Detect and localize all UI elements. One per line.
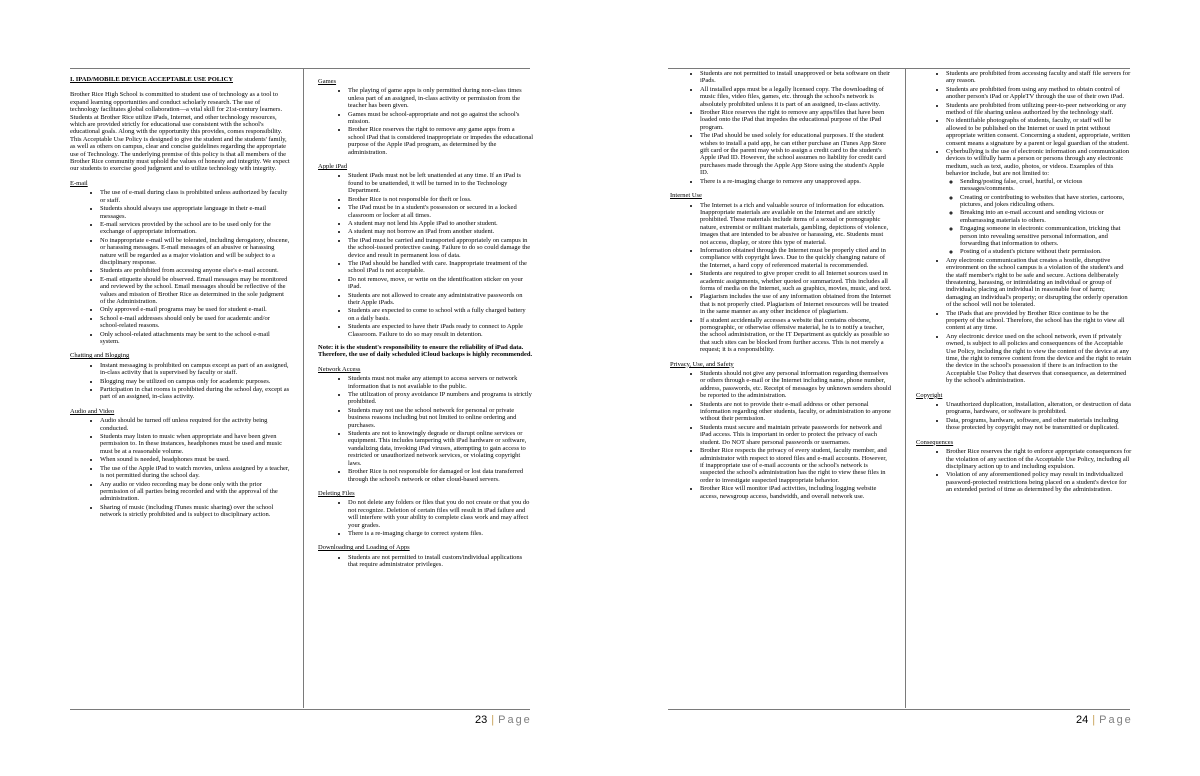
page-number-value: 24 xyxy=(1076,714,1089,726)
list-item: • Do not remove, move, or write on the identification sticker on your iPad. xyxy=(348,276,533,291)
list-item: • Students are prohibited from accessing anyone else's e-mail account. xyxy=(100,267,290,274)
list-item: • Students must not make any attempt to access servers or network information that is not available to the public. xyxy=(348,375,533,390)
list-item: • Do not delete any folders or files that you do not create or that you do not recognize. Deletion of certain files will result in iPad failure and will interfere with your ability to complete class work and may affect your grades. xyxy=(348,499,533,529)
downloading-list xyxy=(318,554,533,569)
list-item: • Students are prohibited from using any method to obtain control of another person's iPad or AppleTV through the use of their own iPad. xyxy=(946,86,1132,101)
right-column-1 xyxy=(670,70,892,710)
list-item: • Any electronic communication that creates a hostile, disruptive environment on the school campus is a violation of the student's and the staff member's right to be safe and secure. Actions deliberately threatening, harassing, or intimidating an individual or group of individuals; placing an individual in reasonable fear of harm; damaging an individual's property; or disrupting the orderly operation of the school will not be tolerated. xyxy=(946,257,1132,309)
list-item: • Brother Rice will monitor iPad activities, including logging website access, newsgroup access, bandwidth, and overall network use. xyxy=(700,485,892,500)
section-heading-chatting: Chatting and Blogging xyxy=(70,352,130,360)
list-item: • Students are not to provide their e-mail address or other personal information regarding other students, faculty, or administration to anyone without their permission. xyxy=(700,401,892,423)
network-list xyxy=(318,375,533,483)
list-item: • Students are prohibited from utilizing peer-to-peer networking or any method of file sharing unless authorized by the technology staff. xyxy=(946,102,1132,117)
column-divider xyxy=(905,68,906,708)
list-item: • Students are not to knowingly degrade or disrupt online services or equipment. This includes tampering with iPad hardware or software, vandalizing data, invoking iPad viruses, attempting to gain access to restricted or unauthorized network services, or violating copyright laws. xyxy=(348,430,533,467)
section-heading-audio: Audio and Video xyxy=(70,407,115,415)
list-item: ◦ Posting of a student's picture without their permission. xyxy=(960,248,1132,255)
audio-list xyxy=(70,417,290,518)
list-item: • Participation in chat rooms is prohibited during the school day, except as part of an assigned, in-class activity. xyxy=(100,386,290,401)
consequences-list xyxy=(916,448,1132,493)
list-item: • A student may not borrow an iPad from another student. xyxy=(348,228,533,235)
list-item: • Brother Rice reserves the right to remove any game apps from a school iPad that is considered inappropriate or impedes the educational purpose of the Apple iPad program, as determined by the administration. xyxy=(348,126,533,156)
list-item: • Audio should be turned off unless required for the activity being conducted. xyxy=(100,417,290,432)
list-item: • No inappropriate e-mail will be tolerated, including derogatory, obscene, or harassing messages. E-mail messages of an abusive or harassing nature will be regarded as a major violation and will be subject to a disciplinary response. xyxy=(100,237,290,267)
list-item: ◦ Creating or contributing to websites that have stories, cartoons, pictures, and jokes ridiculing others. xyxy=(960,194,1132,209)
list-item: • The utilization of proxy avoidance IP numbers and programs is strictly prohibited. xyxy=(348,391,533,406)
section-heading-downloading: Downloading and Loading of Apps xyxy=(318,544,410,552)
list-item: • Blogging may be utilized on campus only for academic purposes. xyxy=(100,378,290,385)
page-number xyxy=(1076,714,1133,726)
apps-list-continued xyxy=(670,70,892,185)
section-heading-internet: Internet Use xyxy=(670,192,702,200)
list-item: • Games must be school-appropriate and not go against the school's mission. xyxy=(348,111,533,126)
apple-ipad-list xyxy=(318,172,533,338)
list-item: • Data, programs, hardware, software, and other materials including those protected by copyright may not be transmitted or duplicated. xyxy=(946,417,1132,432)
intro-paragraph: Brother Rice High School is committed to student use of technology as a tool to expand learning opportunities and conduct scholarly research. The use of technology facilitates global collaboration—a vital skill for 21st-century learners. Students at Brother Rice utilize iPads, Internet, and other technology resources, which are provided strictly for educational use consistent with the school's educational goals. Along with the opportunity this provides, comes responsibility. This Acceptable Use Policy is designed to give the student and the students' family, as well as others on campus, clear and concise guidelines regarding the appropriate use of Technology. The underlying premise of this policy is that all members of the Brother Rice community must uphold the values of honesty and integrity. We expect our students to exercise good judgment and to utilize technology with integrity. xyxy=(70,91,290,173)
section-heading-deleting: Deleting Files xyxy=(318,489,355,497)
page-number-label: Page xyxy=(1099,714,1133,726)
list-item: • E-mail services provided by the school are to be used only for the exchange of appropriate information. xyxy=(100,221,290,236)
list-item: • The use of e-mail during class is prohibited unless authorized by faculty or staff. xyxy=(100,189,290,204)
right-column-2 xyxy=(916,70,1132,710)
internet-list xyxy=(670,202,892,354)
list-item: • All installed apps must be a legally licensed copy. The downloading of music files, video files, games, etc. through the school's network is absolutely prohibited unless it is part of an assigned, in-class activity. xyxy=(700,86,892,108)
list-item: • Any electronic device used on the school network, even if privately owned, is subject to all policies and consequences of the Acceptable Use Policy, including the right to view the content of the device at any time, the right to remove content from the device and the right to retain the device in the school's possession if there is an infraction to the Acceptable Use Policy that deserves that consequence, as determined by the school's administration. xyxy=(946,333,1132,385)
cyberbullying-definition: Cyberbullying is the use of electronic information and communication devices to willfully harm a person or persons through any electronic medium, such as text, audio, photos, or videos. Examples of this behavior include, but are not limited to: xyxy=(946,148,1130,178)
list-item: • Any audio or video recording may be done only with the prior permission of all parties being recorded and with the approval of the administration. xyxy=(100,481,290,503)
copyright-list xyxy=(916,401,1132,432)
list-item: • Students are expected to come to school with a fully charged battery on a daily basis. xyxy=(348,307,533,322)
list-item: • Students should always use appropriate language in their e-mail messages. xyxy=(100,205,290,220)
list-item: • Students are not permitted to install unapproved or beta software on their iPads. xyxy=(700,70,892,85)
list-item: • School e-mail addresses should only be used for academic and/or school-related reasons. xyxy=(100,315,290,330)
list-item: • Sharing of music (including iTunes music sharing) over the school network is strictly prohibited and is subject to disciplinary action. xyxy=(100,504,290,519)
list-item: • A student may not lend his Apple iPad to another student. xyxy=(348,220,533,227)
list-item: ◦ Breaking into an e-mail account and sending vicious or embarrassing materials to others. xyxy=(960,209,1132,224)
list-item: • Information obtained through the Internet must be properly cited and in compliance with copyright laws. Due to the quickly changing nature of the Internet, a hard copy of referenced material is recommended. xyxy=(700,247,892,269)
top-rule xyxy=(668,68,1130,69)
list-item: • The iPad should be used solely for educational purposes. If the student wishes to install a paid app, he can either purchase an iTunes App Store gift card or the parent may wish to assign a credit card to the student's Apple iPad ID. However, the school assumes no liability for credit card purchases made through the Apple App Store using the student's Apple ID. xyxy=(700,132,892,176)
list-item: • Students are not permitted to install custom/individual applications that require administrator privileges. xyxy=(348,554,533,569)
deleting-list xyxy=(318,499,533,537)
list-item: • Only approved e-mail programs may be used for student e-mail. xyxy=(100,306,290,313)
list-item: • Students are required to give proper credit to all Internet sources used in academic assignments, whether quoted or summarized. This includes all forms of media on the Internet, such as graphics, movies, music, and text. xyxy=(700,270,892,292)
section-heading-network: Network Access xyxy=(318,365,361,373)
list-item: • The iPad must be in a student's possession or secured in a locked classroom or locker at all times. xyxy=(348,204,533,219)
list-item: • The iPad must be carried and transported appropriately on campus in the school-issued protective casing. Failure to do so could damage the device and result in permanent loss of data. xyxy=(348,237,533,259)
policy-title: I. IPAD/MOBILE DEVICE ACCEPTABLE USE POLICY xyxy=(70,76,234,83)
list-item: • No identifiable photographs of students, faculty, or staff will be allowed to be published on the Internet or used in print without appropriate written consent. Concerning a student, appropriate, written consent means a signature by a parent or legal guardian of the student. xyxy=(946,117,1132,147)
page-number xyxy=(475,714,532,726)
list-item: • There is a re-imaging charge to correct system files. xyxy=(348,530,533,537)
list-item: • When sound is needed, headphones must be used. xyxy=(100,456,290,463)
section-heading-copyright: Copyright xyxy=(916,391,943,399)
top-rule xyxy=(70,68,530,69)
section-heading-privacy: Privacy, Use, and Safety xyxy=(670,360,734,368)
email-list xyxy=(70,189,290,345)
cyberbullying-examples xyxy=(946,178,1132,256)
list-item: • Only school-related attachments may be sent to the school e-mail system. xyxy=(100,331,290,346)
list-item: • Instant messaging is prohibited on campus except as part of an assigned, in-class activity that is supervised by faculty or staff. xyxy=(100,362,290,377)
section-heading-email: E-mail xyxy=(70,179,88,187)
list-item: ◦ Sending/posting false, cruel, hurtful, or vicious messages/comments. xyxy=(960,178,1132,193)
list-item: • The Internet is a rich and valuable source of information for education. Inappropriate materials are available on the Internet and are strictly prohibited. These materials include items of a sexual or pornographic nature, extremist or militant materials, gambling, depictions of violence, images that are intended to be abusive or harassing, etc. Students must not access, display, or store this type of material. xyxy=(700,202,892,246)
section-heading-consequences: Consequences xyxy=(916,438,954,446)
page-number-label: Page xyxy=(498,714,532,726)
chatting-list xyxy=(70,362,290,401)
list-item: • The iPads that are provided by Brother Rice continue to be the property of the school. Therefore, the school has the right to view all content at any time. xyxy=(946,310,1132,332)
list-item: • Violation of any aforementioned policy may result in individualized password-protected restrictions being placed on a student's device for an extended period of time as determined by the administration. xyxy=(946,471,1132,493)
list-item: • Student iPads must not be left unattended at any time. If an iPad is found to be unattended, it will be turned in to the Technology Department. xyxy=(348,172,533,194)
list-item: • Students should not give any personal information regarding themselves or others through e-mail or the Internet including name, phone number, address, passwords, etc. Receipt of messages by unknown senders should be reported to the administration. xyxy=(700,370,892,400)
column-divider xyxy=(303,68,304,708)
list-item: • Students are prohibited from accessing faculty and staff file servers for any reason. xyxy=(946,70,1132,85)
list-item: • Brother Rice reserves the right to enforce appropriate consequences for the violation of any section of the Acceptable Use Policy, including all disciplinary action up to and including expulsion. xyxy=(946,448,1132,470)
list-item: • If a student accidentally accesses a website that contains obscene, pornographic, or otherwise offensive material, he is to notify a teacher, the school administration, or the IT Department as quickly as possible so that such sites can be blocked from further access. This is not merely a request; it is a responsibility. xyxy=(700,317,892,354)
privacy-list-continued xyxy=(916,70,1132,385)
list-item: • Plagiarism includes the use of any information obtained from the Internet that is not properly cited. Plagiarism of Internet resources will be treated in the same manner as any other incidence of plagiarism. xyxy=(700,293,892,315)
list-item: • Unauthorized duplication, installation, alteration, or destruction of data programs, hardware, or software is prohibited. xyxy=(946,401,1132,416)
page-number-value: 23 xyxy=(475,714,488,726)
list-item: • Brother Rice reserves the right to remove any apps/files that have been loaded onto the iPad that impedes the educational purpose of the iPad program. xyxy=(700,109,892,131)
list-item: • The iPad should be handled with care. Inappropriate treatment of the school iPad is not acceptable. xyxy=(348,260,533,275)
list-item: • Students are expected to have their iPads ready to connect to Apple Classroom. Failure to do so may result in detention. xyxy=(348,323,533,338)
list-item: • Brother Rice respects the privacy of every student, faculty member, and administrator with respect to stored files and e-mail accounts. However, if inappropriate use of e-mail accounts or the school's network is suspected the school's administration has the right to view these files in order to investigate suspected inappropriate behavior. xyxy=(700,447,892,484)
left-column-1 xyxy=(70,70,290,710)
list-item: • The use of the Apple iPad to watch movies, unless assigned by a teacher, is not permitted during the school day. xyxy=(100,465,290,480)
privacy-list xyxy=(670,370,892,500)
section-heading-games: Games xyxy=(318,78,337,85)
page-number-separator: | xyxy=(1092,714,1096,726)
list-item: • Brother Rice is not responsible for theft or loss. xyxy=(348,196,533,203)
list-item: • The playing of game apps is only permitted during non-class times unless part of an assigned, in-class activity or permission from the teacher has been given. xyxy=(348,87,533,109)
list-item: • E-mail etiquette should be observed. Email messages may be monitored and reviewed by the school. Email messages should be reflective of the values and mission of Brother Rice as determined in the sole judgment of the Administration. xyxy=(100,276,290,306)
left-column-2 xyxy=(318,70,533,710)
list-item: • Brother Rice is not responsible for damaged or lost data transferred through the school's network or other cloud-based servers. xyxy=(348,468,533,483)
list-item: • Students must secure and maintain private passwords for network and iPad access. This is important in order to protect the privacy of each student. Do NOT share personal passwords or usernames. xyxy=(700,424,892,446)
page-number-separator: | xyxy=(491,714,495,726)
backup-note: Note: it is the student's responsibility to ensure the reliability of iPad data. Therefore, the use of daily scheduled iCloud backups is highly recommended. xyxy=(318,344,533,359)
page-24 xyxy=(600,0,1200,776)
list-item: • Students may listen to music when appropriate and have been given permission to. In these instances, headphones must be used and music must be at a reasonable volume. xyxy=(100,433,290,455)
games-list xyxy=(318,87,533,156)
list-item: • There is a re-imaging charge to remove any unapproved apps. xyxy=(700,178,892,185)
list-item: • Students are not allowed to create any administrative passwords on their Apple iPads. xyxy=(348,292,533,307)
list-item xyxy=(946,148,1132,256)
section-heading-apple-ipad: Apple iPad xyxy=(318,163,348,171)
list-item: • Students may not use the school network for personal or private business reasons including but not limited to online ordering and purchases. xyxy=(348,407,533,429)
list-item: ◦ Engaging someone in electronic communication, tricking that person into revealing sensitive personal information, and forwarding that information to others. xyxy=(960,225,1132,247)
